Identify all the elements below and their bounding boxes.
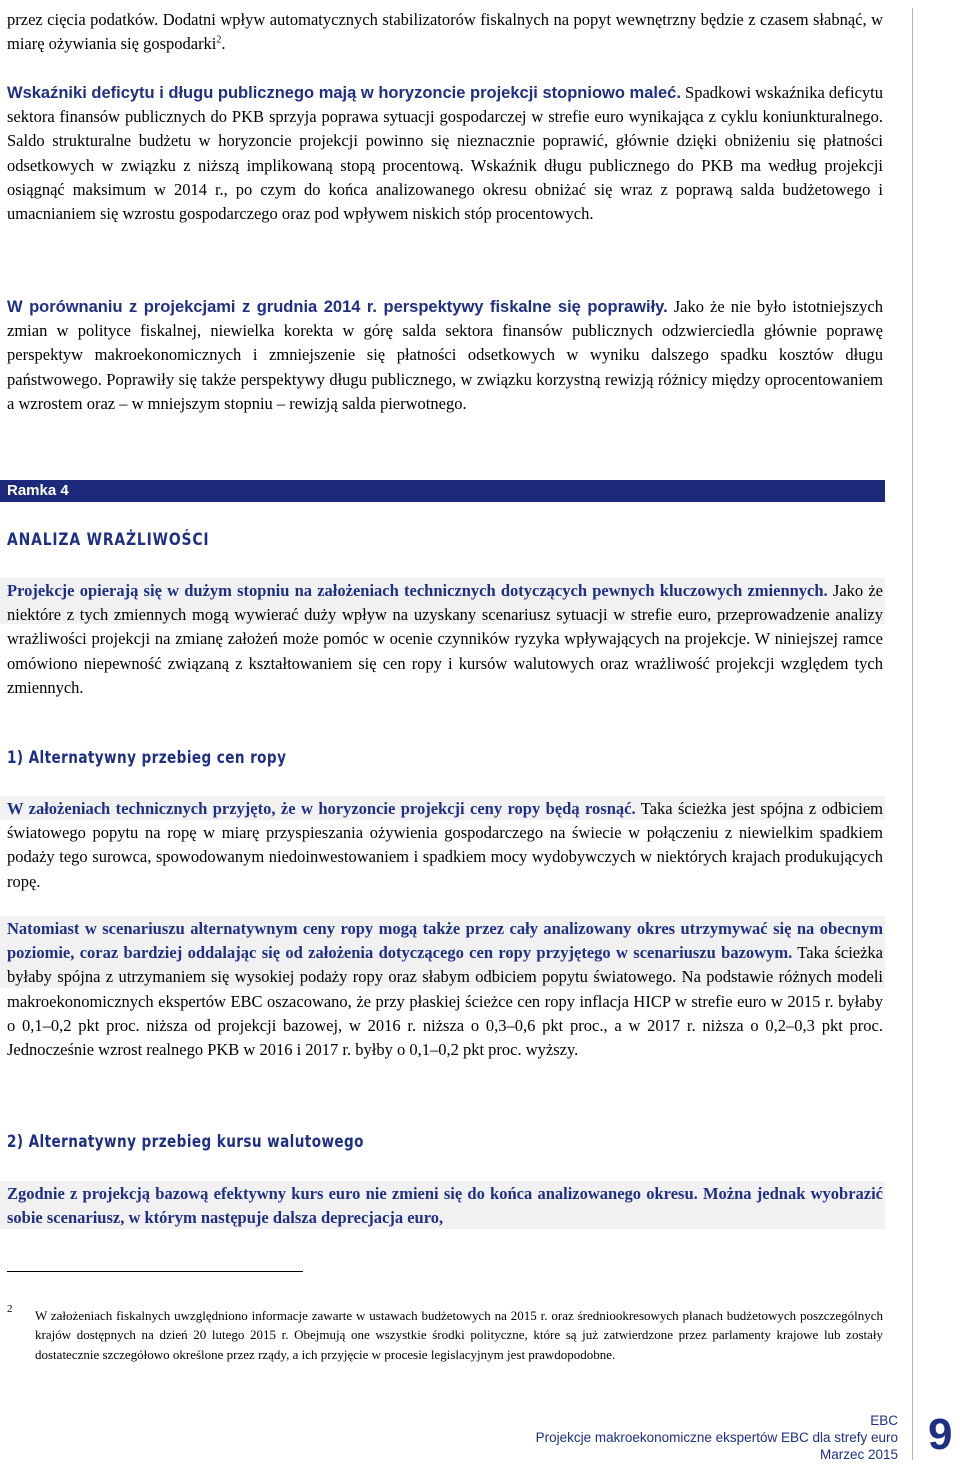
section-title-exchange: 2) Alternatywny przebieg kursu walutowego: [7, 1132, 364, 1152]
section-title-oil: 1) Alternatywny przebieg cen ropy: [7, 748, 287, 768]
paragraph-text: Jako że nie było istotniejszych zmian w polityce fiskalnej, niewielka korekta w górę salda sektora finansów publicznych odzwierciedla głównie poprawę perspektyw makroekonomicznych i zmniejszenie się płatności odsetkowych w wyniku dalszego spadku kosztów długu państwowego. Poprawiły się także perspektywy długu publicznego, w związku korzystną rewizją różnicy między oprocentowaniem a wzrostem oraz – w mniejszym stopniu – rewizją salda pierwotnego.: [7, 297, 883, 413]
footer-publication: Projekcje makroekonomiczne ekspertów EBC dla strefy euro: [535, 1430, 898, 1445]
paragraph-lead: Zgodnie z projekcją bazową efektywny kurs euro nie zmieni się do końca analizowanego okresu.: [7, 1184, 698, 1203]
footnote-rule: [7, 1271, 303, 1272]
box-title: ANALIZA WRAŻLIWOŚCI: [7, 530, 210, 550]
page-footer: [536, 1412, 898, 1463]
paragraph-oil-baseline: [7, 797, 883, 894]
paragraph-text: przez cięcia podatków. Dodatni wpływ automatycznych stabilizatorów fiskalnych na popyt wewnętrzny będzie z czasem słabnąć, w miarę ożywiania się gospodarki: [7, 10, 883, 54]
box-intro: [7, 579, 883, 700]
paragraph-text: Jako że niektóre z tych zmiennych mogą wywierać duży wpływ na uzyskany scenariusz sytuacji w strefie euro, przeprowadzenie analizy wrażliwości projekcji na zmianę założeń może pomóc w ocenie czynników ryzyka wpływających na projekcje. W niniejszej ramce omówiono niepewność związaną z kształtowaniem się cen ropy i kursów walutowych oraz wrażliwość projekcji względem tych zmiennych.: [7, 581, 883, 697]
paragraph-deficit: [7, 81, 883, 226]
paragraph-text: Spadkowi wskaźnika deficytu sektora finansów publicznych do PKB sprzyja poprawa sytuacji gospodarczej w strefie euro wynikająca z cyklu koniunkturalnego. Saldo strukturalne budżetu w horyzoncie projekcji powinno się nieznacznie poprawić, głównie dzięki obniżeniu się płatności odsetkowych w związku z niższą implikowaną stopą procentową. Wskaźnik długu publicznego do PKB ma według projekcji osiągnąć maksimum w 2014 r., po czym do końca analizowanego okresu obniżać się wraz z poprawą salda budżetowego i umacnianiem się wzrostu gospodarczego oraz pod wpływem niskich stóp procentowych.: [7, 83, 883, 224]
paragraph-lead: Natomiast w scenariuszu alternatywnym ceny ropy mogą także przez cały analizowany okres utrzymywać się na obecnym poziomie, coraz bardziej oddalając się od założenia dotyczącego cen ropy przyjętego w scenariuszu bazowym.: [7, 919, 883, 963]
paragraph-lead: Wskaźniki deficytu i długu publicznego mają w horyzoncie projekcji stopniowo maleć.: [7, 84, 681, 102]
paragraph-lead: W porównaniu z projekcjami z grudnia 2014 r. perspektywy fiskalne się poprawiły.: [7, 298, 668, 316]
paragraph-text: Taka ścieżka jest spójna z odbiciem światowego popytu na ropę w miarę przyspieszania ożywienia gospodarczego na świecie w połączeniu z niewielkim spadkiem podaży tego surowca, spowodowanym niedoinwestowaniem i spadkiem mocy wydobywczych w niektórych krajach produkujących ropę.: [7, 799, 883, 891]
paragraph-oil-alternative: [7, 917, 883, 1062]
footnote-text: W założeniach fiskalnych uwzględniono informacje zawarte w ustawach budżetowych na 2015 r. oraz średniookresowych planach budżetowych poszczególnych krajów dostępnych na dzień 20 lutego 2015 r. Obejmują one wszystkie środki polityczne, które są już zatwierdzone przez parlamenty krajowe lub zostały dostatecznie szczegółowo określone przez rządy, a ich przyjęcie w procesie legislacyjnym jest prawdopodobne.: [35, 1308, 883, 1362]
margin-rule: [912, 8, 913, 1460]
footer-org: EBC: [870, 1413, 898, 1428]
paragraph-text: .: [221, 34, 226, 54]
footnote-number: 2: [7, 1303, 13, 1315]
paragraph-lead: W założeniach technicznych przyjęto, że w horyzoncie projekcji ceny ropy będą rosnąć.: [7, 799, 636, 818]
footer-date: Marzec 2015: [819, 1447, 898, 1462]
footnote-ref[interactable]: 2: [216, 34, 222, 46]
paragraph-exchange: [7, 1182, 883, 1230]
paragraph-fiscal-stabilizers: [7, 8, 883, 56]
paragraph-text: Taka ścieżka byłaby spójna z utrzymaniem się wysokiej podaży ropy oraz słabym odbiciem popytu światowego. Na podstawie różnych modeli makroekonomicznych ekspertów EBC oszacowano, że przy płaskiej ścieżce cen ropy inflacja HICP w strefie euro w 2015 r. byłaby o 0,1–0,2 pkt proc. niższa od projekcji bazowej, w 2016 r. niższa o 0,3–0,6 pkt proc., a w 2017 r. niższa o 0,2–0,3 pkt proc. Jednocześnie wzrost realnego PKB w 2016 i 2017 r. byłby o 0,1–0,2 pkt proc. wyższy.: [7, 943, 884, 1060]
page-number: 9: [928, 1410, 953, 1459]
box-label: Ramka 4: [0, 480, 885, 502]
paragraph-lead: Można jednak wyobrazić sobie scenariusz, w którym następuje dalsza deprecjacja euro,: [7, 1184, 883, 1228]
paragraph-lead: Projekcje opierają się w dużym stopniu na założeniach technicznych dotyczących pewnych kluczowych zmiennych.: [7, 581, 828, 600]
paragraph-comparison: [7, 295, 883, 416]
